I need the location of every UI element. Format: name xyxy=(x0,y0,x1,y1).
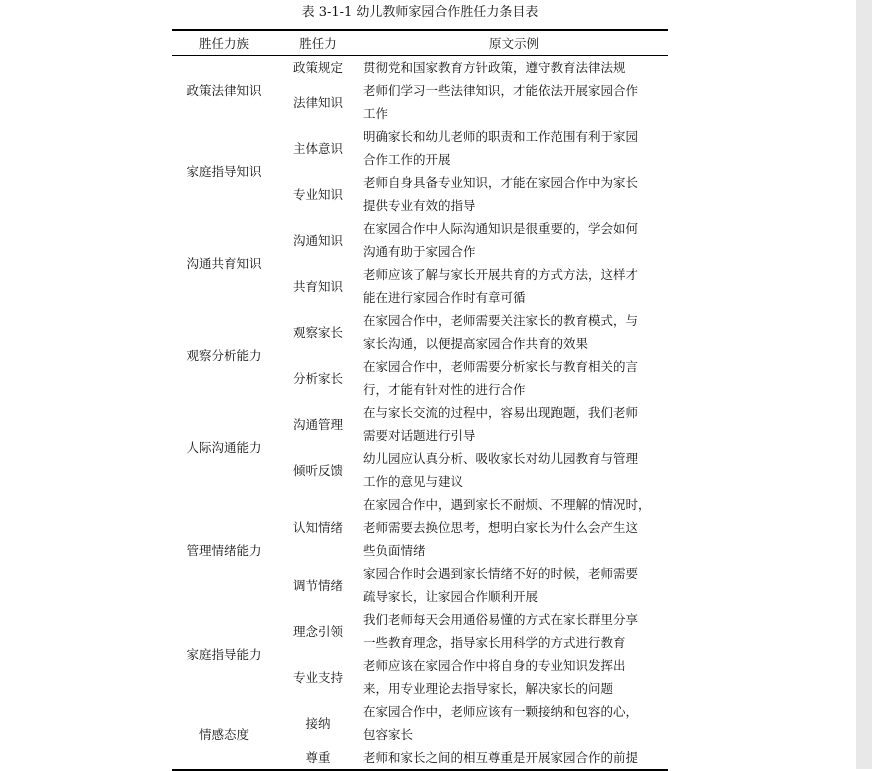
competency-cell: 主体意识 xyxy=(292,140,343,156)
example-cell: 老师们学习一些法律知识，才能依法开展家园合作 工作 xyxy=(363,83,639,121)
example-cell: 在家园合作中，遇到家长不耐烦、不理解的情况时， 老师需要去换位思考，想明白家长为什么会产生这 些负面情绪 xyxy=(363,497,651,558)
header-example: 原文示例 xyxy=(488,36,539,51)
competency-cell: 政策规定 xyxy=(292,60,343,75)
competency-cell: 认知情绪 xyxy=(292,520,343,535)
example-cell: 幼儿园应认真分析、吸收家长对幼儿园教育与管理 工作的意见与建议 xyxy=(363,451,639,489)
competency-cell: 接纳 xyxy=(305,715,331,731)
example-cell: 老师自身具备专业知识，才能在家园合作中为家长 提供专业有效的指导 xyxy=(363,175,639,213)
table-caption: 表 3-1-1 幼儿教师家园合作胜任力条目表 xyxy=(301,5,539,20)
competency-cell: 分析家长 xyxy=(292,370,343,386)
competency-family-cell: 政策法律知识 xyxy=(186,83,262,98)
competency-cell: 沟通管理 xyxy=(292,416,343,432)
table-row xyxy=(172,401,668,447)
example-cell: 老师应该了解与家长开展共育的方式方法，这样才 能在进行家园合作时有章可循 xyxy=(363,267,639,305)
header-competency-family: 胜任力族 xyxy=(198,36,249,51)
competency-cell: 尊重 xyxy=(305,750,331,765)
table-row xyxy=(172,309,668,355)
example-cell: 在家园合作中，老师需要分析家长与教育相关的言 行，才能有针对性的进行合作 xyxy=(363,359,639,397)
table-row xyxy=(172,700,668,746)
header-competency: 胜任力 xyxy=(299,36,337,51)
example-cell: 在家园合作中，老师需要关注家长的教育模式，与 家长沟通，以便提高家园合作共育的效果 xyxy=(363,313,639,351)
example-cell: 家园合作时会遇到家长情绪不好的时候，老师需要 疏导家长，让家园合作顺利开展 xyxy=(363,566,639,604)
competency-cell: 倾听反馈 xyxy=(292,462,343,478)
competency-cell: 调节情绪 xyxy=(292,577,343,593)
table-body xyxy=(172,56,668,771)
example-cell: 在家园合作中人际沟通知识是很重要的，学会如何 沟通有助于家园合作 xyxy=(363,221,639,259)
table-row xyxy=(172,608,668,654)
competency-family-cell: 管理情绪能力 xyxy=(186,543,262,558)
competency-cell: 观察家长 xyxy=(292,324,343,340)
competency-family-cell: 人际沟通能力 xyxy=(186,439,262,455)
competency-family-cell: 家庭指导知识 xyxy=(186,163,262,179)
competency-table xyxy=(172,29,668,771)
table-row xyxy=(172,56,668,80)
competency-cell: 法律知识 xyxy=(292,94,343,110)
example-cell: 贯彻党和国家教育方针政策，遵守教育法律法规 xyxy=(363,60,626,75)
competency-family-cell: 家庭指导能力 xyxy=(186,646,262,662)
example-cell: 在与家长交流的过程中，容易出现跑题，我们老师 需要对话题进行引导 xyxy=(363,405,639,443)
competency-cell: 专业支持 xyxy=(292,669,343,685)
competency-family-cell: 观察分析能力 xyxy=(186,347,262,363)
table-wrapper xyxy=(172,29,668,771)
table-row xyxy=(172,217,668,263)
competency-cell: 理念引领 xyxy=(292,623,343,639)
table-header-row xyxy=(172,30,668,56)
example-cell: 在家园合作中，老师应该有一颗接纳和包容的心， 包容家长 xyxy=(363,704,639,742)
competency-cell: 共育知识 xyxy=(292,278,343,294)
example-cell: 明确家长和幼儿老师的职责和工作范围有利于家园 合作工作的开展 xyxy=(363,129,639,167)
table-row xyxy=(172,125,668,171)
example-cell: 老师应该在家园合作中将自身的专业知识发挥出 来，用专业理论去指导家长，解决家长的问题 xyxy=(363,658,626,696)
example-cell: 我们老师每天会用通俗易懂的方式在家长群里分享 一些教育理念，指导家长用科学的方式进行教育 xyxy=(363,612,639,650)
scrollbar-track[interactable] xyxy=(856,0,872,769)
competency-cell: 沟通知识 xyxy=(292,232,343,248)
table-row xyxy=(172,493,668,562)
competency-cell: 专业知识 xyxy=(292,186,343,202)
competency-family-cell: 沟通共育知识 xyxy=(186,255,262,271)
example-cell: 老师和家长之间的相互尊重是开展家园合作的前提 xyxy=(363,750,639,765)
competency-family-cell: 情感态度 xyxy=(198,727,249,742)
